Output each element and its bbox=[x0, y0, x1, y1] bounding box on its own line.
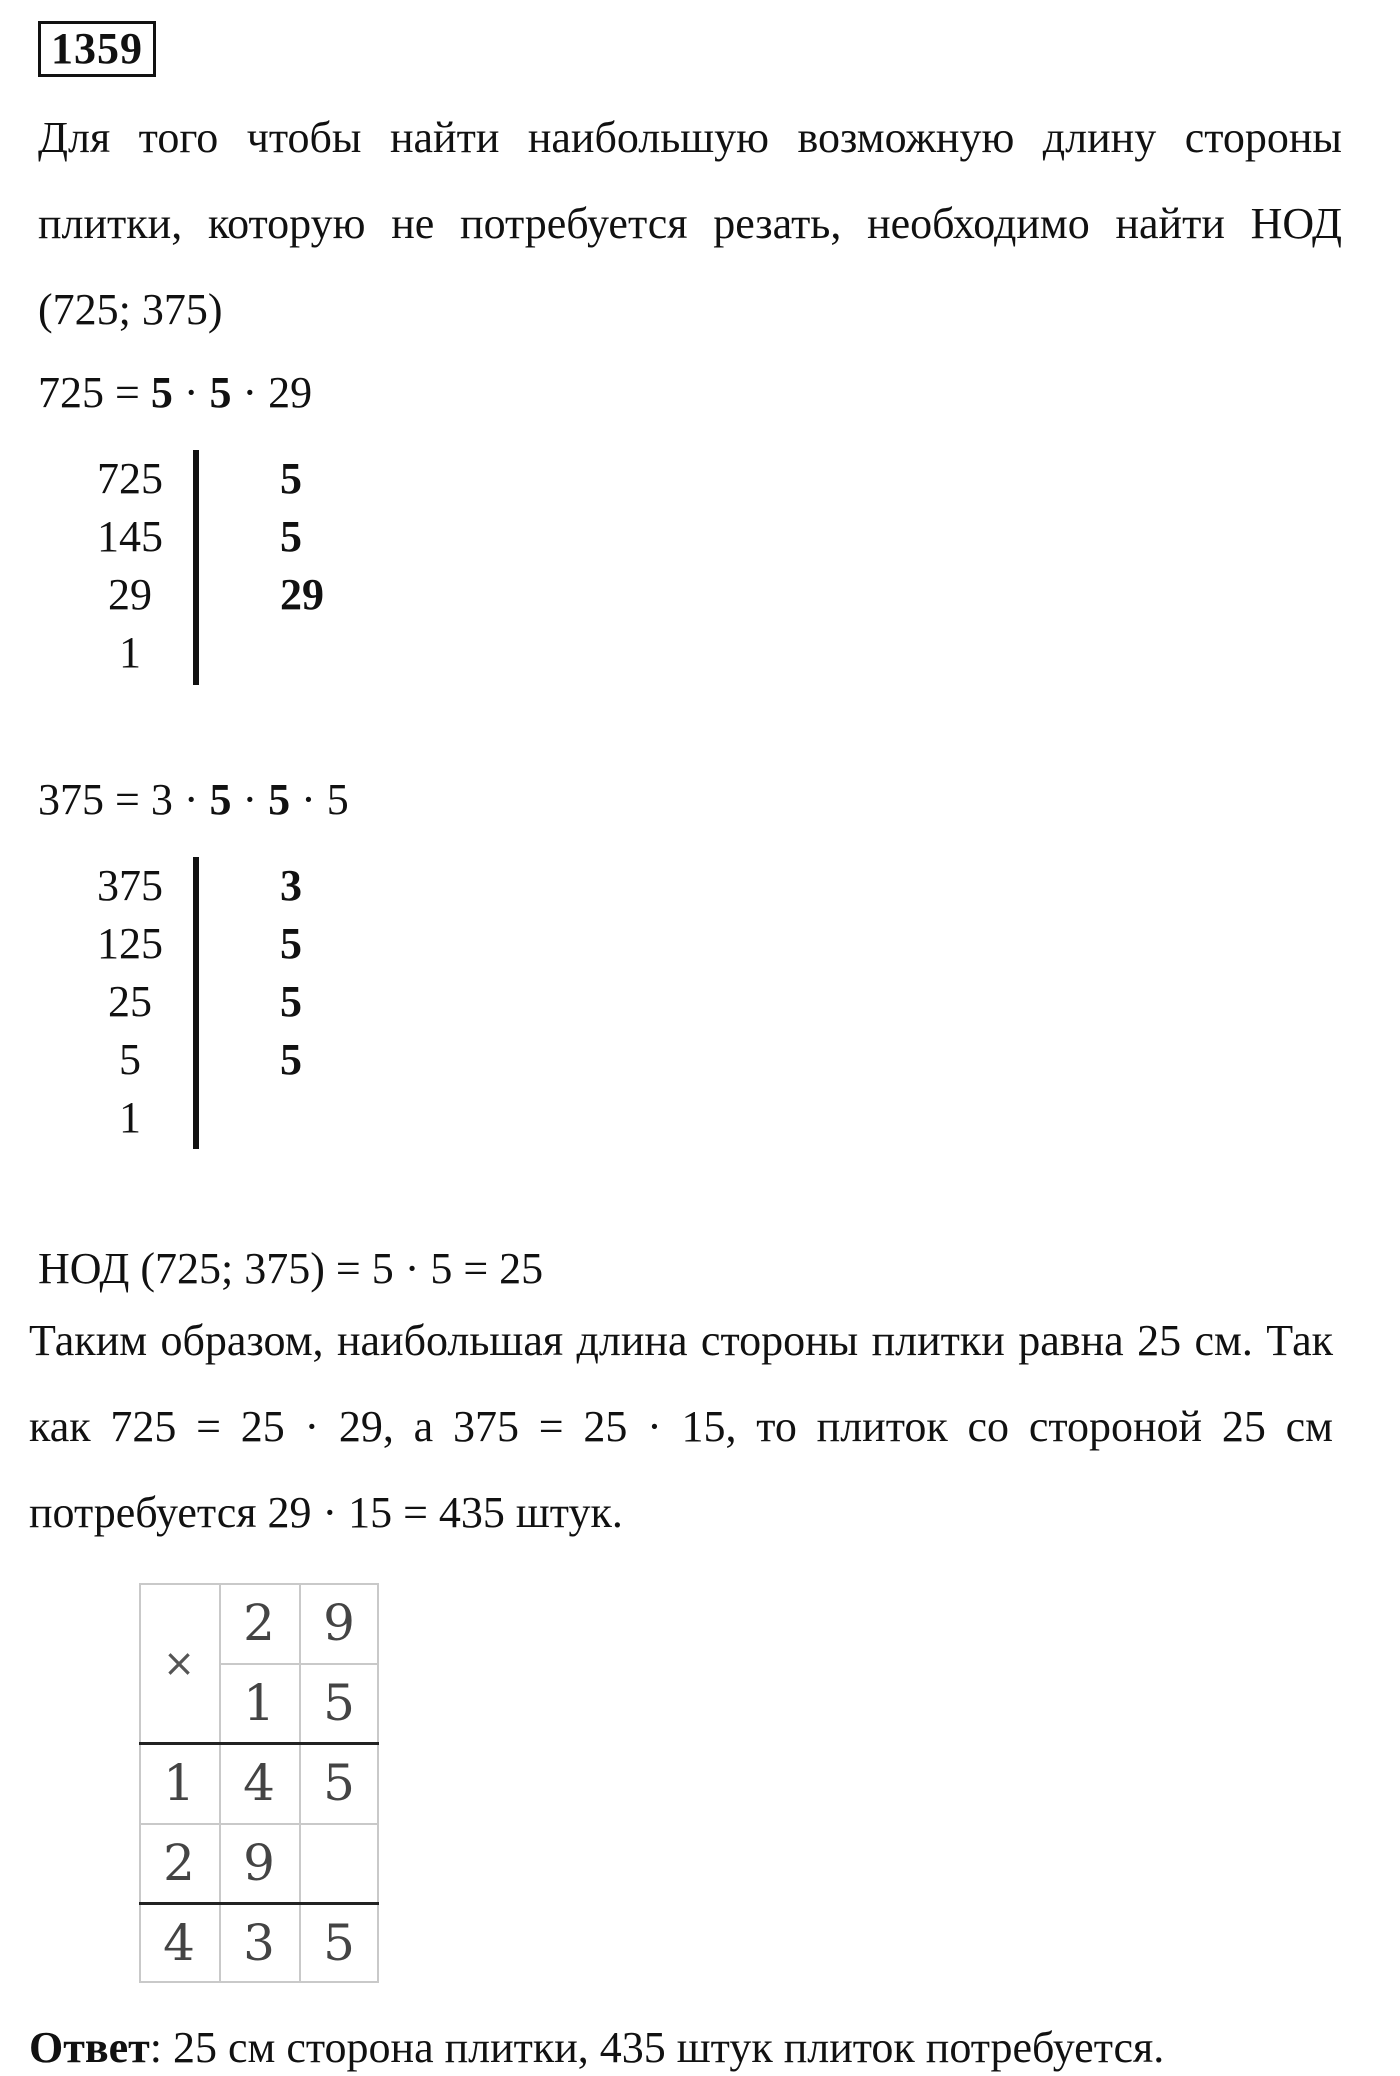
factor-column-375 bbox=[35, 857, 395, 1149]
intro-paragraph: Для того чтобы найти наибольшую возможную длину стороны плитки, которую не потребуется резать, необходимо найти НОД (725; 375) bbox=[38, 113, 1342, 334]
dividend: 725 bbox=[97, 454, 163, 503]
dividend: 5 bbox=[119, 1035, 141, 1084]
factor: 29 bbox=[268, 368, 313, 417]
common-factor: 5 bbox=[209, 775, 232, 824]
dot-operator: · bbox=[172, 368, 210, 417]
common-factor: 5 bbox=[268, 775, 291, 824]
factorization-tail: · 5 bbox=[290, 775, 349, 824]
answer-text: : 25 см сторона плитки, 435 штук плиток потребуется. bbox=[149, 2023, 1165, 2072]
common-factor: 5 bbox=[150, 368, 173, 417]
factor-divider-line bbox=[193, 857, 199, 1149]
dividend: 375 bbox=[97, 861, 163, 910]
digit-cell: 1 bbox=[243, 1674, 275, 1732]
prime-divisor: 5 bbox=[280, 919, 302, 968]
prime-divisor: 5 bbox=[280, 454, 302, 503]
factorization-725-line bbox=[38, 365, 312, 421]
dot-operator: · bbox=[231, 775, 269, 824]
dividend: 29 bbox=[108, 570, 152, 619]
dividend: 145 bbox=[97, 512, 163, 561]
digit-cell: 3 bbox=[243, 1914, 275, 1972]
digit-cell: 9 bbox=[323, 1594, 355, 1652]
digit-cell: 2 bbox=[243, 1594, 275, 1652]
digit-cell: 4 bbox=[243, 1754, 275, 1812]
prime-divisor: 5 bbox=[280, 977, 302, 1026]
digit-cell: 5 bbox=[323, 1914, 355, 1972]
prime-divisor: 5 bbox=[280, 1035, 302, 1084]
factor-divider-line bbox=[193, 450, 199, 685]
digit-cell: 2 bbox=[163, 1834, 195, 1892]
digit-cell: 5 bbox=[323, 1754, 355, 1812]
prime-divisor: 5 bbox=[280, 512, 302, 561]
factorization-375-line bbox=[38, 772, 349, 828]
common-factor: 5 bbox=[209, 368, 232, 417]
factor-column-725 bbox=[35, 450, 395, 685]
dividend: 1 bbox=[119, 1093, 141, 1142]
digit-cell bbox=[299, 1823, 379, 1903]
gcd-result-line: НОД (725; 375) = 5 · 5 = 25 bbox=[38, 1244, 544, 1293]
prime-divisor: 29 bbox=[280, 570, 324, 619]
dividend: 1 bbox=[119, 628, 141, 677]
column-multiplication bbox=[139, 1583, 379, 1983]
multiply-sign: × bbox=[163, 1641, 195, 1685]
digit-cell: 4 bbox=[163, 1914, 195, 1972]
prime-divisor: 3 bbox=[280, 861, 302, 910]
digit-cell: 1 bbox=[163, 1754, 195, 1812]
answer-line bbox=[29, 2020, 1164, 2076]
factorization-lhs: 725 = bbox=[38, 368, 140, 417]
factorization-lhs: 375 = 3 · bbox=[38, 775, 210, 824]
dividend: 125 bbox=[97, 919, 163, 968]
conclusion-paragraph: Таким образом, наибольшая длина стороны плитки равна 25 см. Так как 725 = 25 · 29, а 375 = 25 · 15, то плиток со стороной 25 см потребуется 29 · 15 = 435 штук. bbox=[29, 1316, 1333, 1537]
dividend: 25 bbox=[108, 977, 152, 1026]
digit-cell: 9 bbox=[243, 1834, 275, 1892]
dot-operator: · bbox=[231, 368, 269, 417]
problem-number-badge: 1359 bbox=[38, 21, 156, 77]
digit-cell: 5 bbox=[323, 1674, 355, 1732]
answer-label: Ответ bbox=[29, 2023, 150, 2072]
